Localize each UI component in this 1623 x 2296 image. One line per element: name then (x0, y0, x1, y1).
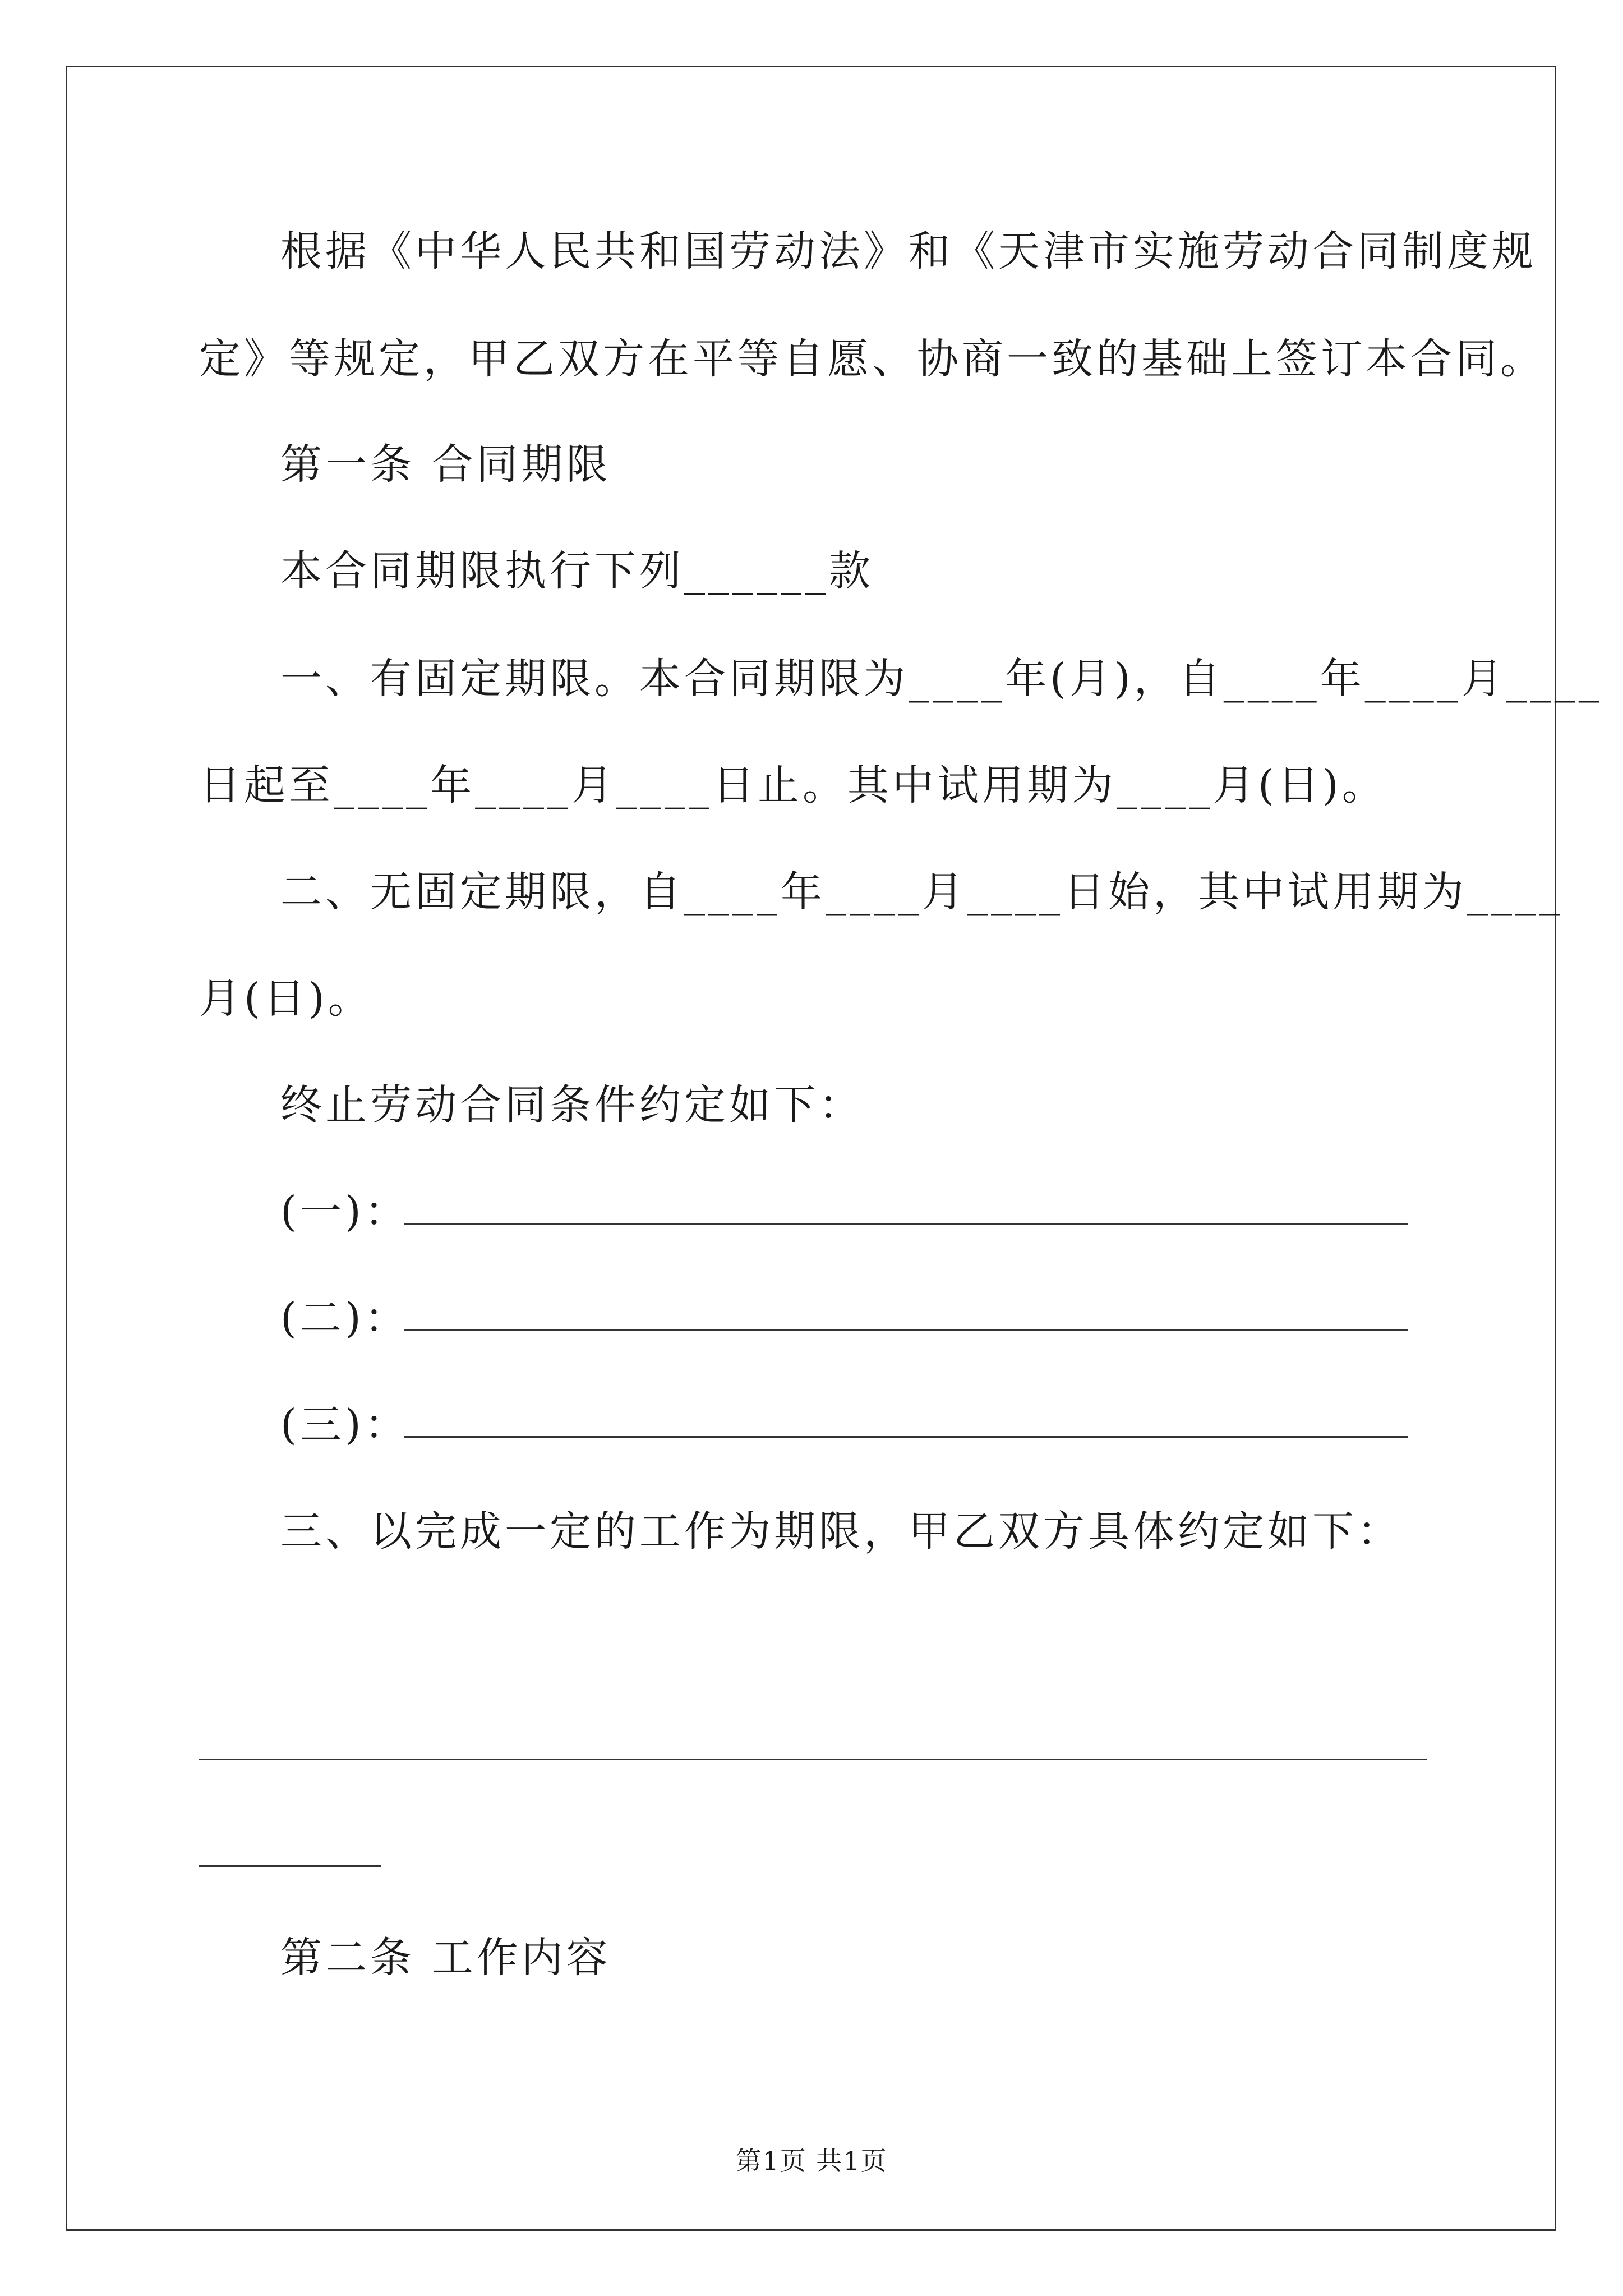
fixed-term-line-2: 日起至____年____月____日止。其中试用期为____月(日)。 (199, 761, 1387, 809)
open-term-line-1: 二、无固定期限，自____年____月____日始，其中试用期为____ (280, 868, 1564, 916)
termination-condition-2-label: (二)： (280, 1294, 409, 1342)
task-description-blank-2 (199, 1865, 381, 1867)
page-footer: 第1页 共1页 (735, 2146, 888, 2176)
article-2-heading: 第二条 工作内容 (280, 1934, 611, 1982)
termination-conditions-heading: 终止劳动合同条件约定如下： (280, 1081, 864, 1129)
paragraph-intro-line-2: 定》等规定，甲乙双方在平等自愿、协商一致的基础上签订本合同。 (199, 335, 1545, 383)
task-description-blank-1 (199, 1759, 1427, 1760)
fixed-term-line-1: 一、有固定期限。本合同期限为____年(月)，自____年____月____ (280, 655, 1603, 703)
paragraph-intro-line-1: 根据《中华人民共和国劳动法》和《天津市实施劳动合同制度规 (280, 227, 1537, 275)
termination-condition-1-blank (404, 1223, 1408, 1225)
termination-condition-2-blank (404, 1329, 1408, 1331)
article-1-heading: 第一条 合同期限 (280, 440, 611, 489)
term-clause-selector: 本合同期限执行下列______款 (280, 547, 874, 595)
page-border (66, 66, 1556, 2231)
termination-condition-3-label: (三)： (280, 1401, 409, 1449)
termination-condition-3-blank (404, 1436, 1408, 1438)
open-term-line-2: 月(日)。 (199, 974, 373, 1023)
termination-condition-1-label: (一)： (280, 1188, 409, 1236)
task-based-term-line: 三、以完成一定的工作为期限，甲乙双方具体约定如下： (280, 1507, 1402, 1556)
